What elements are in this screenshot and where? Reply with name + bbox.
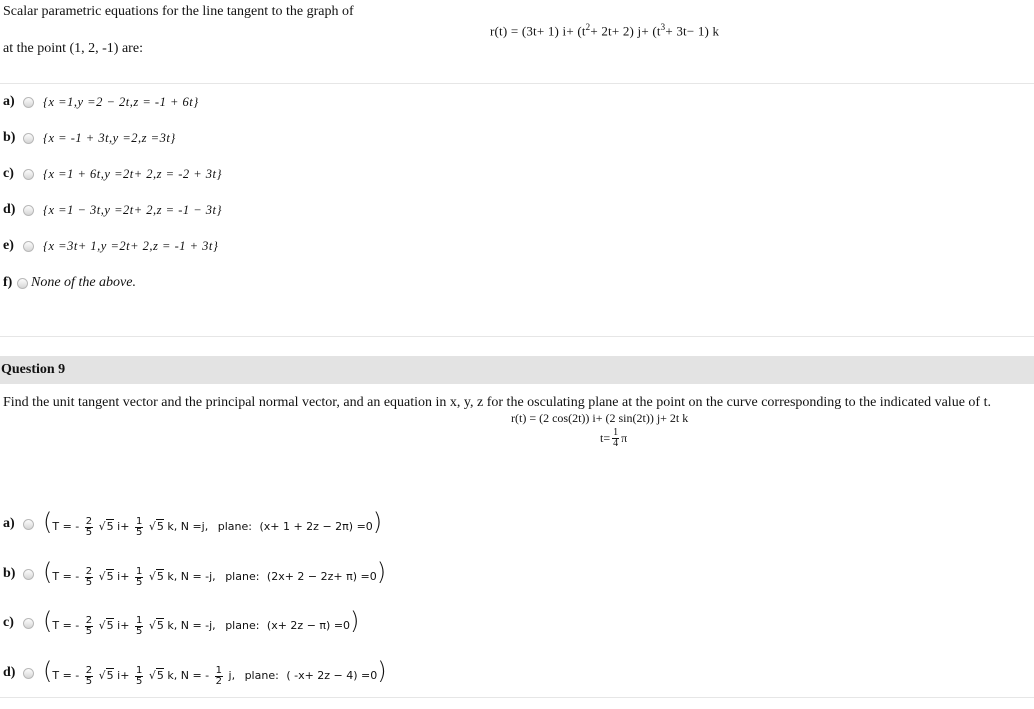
option-expression: (T = - $\frac{2}{5}$ √ 5 i+ $\frac{1}{5}$ √ 5 k, N =j, plane: (x+ 1 + 2z − 2π) =0) [43,508,383,538]
option-letter: a) [3,516,15,531]
option-expression: (T = - $\frac{2}{5}$ √ 5 i+ $\frac{1}{5}$ √ 5 k, N = -j, plane: (2x+ 2 − 2z+ π) =0) [43,558,387,588]
option-letter: c) [3,615,14,630]
question-9-header-bar [0,356,1034,384]
answer-option-d[interactable] [3,658,387,688]
question-9-curve: r(t) = (2 cos(2t)) i+ (2 sin(2t)) j+ 2t k [511,411,689,425]
question-9-label: Question 9 [1,362,66,377]
option-letter: d) [3,202,16,217]
option-expression: (T = - $\frac{2}{5}$ √ 5 i+ $\frac{1}{5}$ √ 5 k, N = -j, plane: (x+ 2z − π) =0) [43,607,360,637]
option-text: None of the above. [31,275,136,290]
option-text: {x = -1 + 3t,y =2,z =3t} [43,130,176,145]
radio-button[interactable] [23,519,34,530]
answer-option-a[interactable] [3,509,382,539]
divider [0,697,1034,698]
radio-button[interactable] [23,169,34,180]
question-8-formula: r(t) = (3t+ 1) $i+ (t^2+ 2t+ 2)$ $j+ (t^3+ 3t- 1)$ k [490,22,720,39]
answer-option-c[interactable] [3,164,222,184]
option-letter: e) [3,238,14,253]
radio-button[interactable] [23,97,34,108]
radio-button[interactable] [17,278,28,289]
option-letter: b) [3,566,16,581]
question-9-t-value: t= $\frac{1}{4}$ π [600,427,628,449]
answer-option-b[interactable] [3,128,176,148]
answer-option-f[interactable] [3,273,136,293]
radio-button[interactable] [23,569,34,580]
radio-button[interactable] [23,618,34,629]
answer-option-b[interactable] [3,559,386,589]
option-letter: c) [3,166,14,181]
radio-button[interactable] [23,133,34,144]
option-text: {x =1 + 6t,y =2t+ 2,z = -2 + 3t} [43,166,223,181]
option-letter: b) [3,130,16,145]
answer-option-a[interactable] [3,92,199,112]
radio-button[interactable] [23,668,34,679]
radio-button[interactable] [23,241,34,252]
divider [0,336,1034,337]
option-letter: d) [3,665,16,680]
option-expression: (T = - $\frac{2}{5}$ √ 5 i+ $\frac{1}{5}$ √ 5 k, N = - $\frac{1}{2}$ j, plane: ( -x+ 2z − 4) =0) [43,657,387,687]
question-8-intro: Scalar parametric equations for the line tangent to the graph of [3,4,354,19]
option-text: {x =1,y =2 − 2t,z = -1 + 6t} [43,94,199,109]
radio-button[interactable] [23,205,34,216]
answer-option-c[interactable] [3,608,359,638]
question-9-prompt: Find the unit tangent vector and the principal normal vector, and an equation in x, y, z for the osculating plane at the point on the curve corresponding to the indicated value of t. [3,395,991,410]
divider [0,83,1034,84]
answer-option-d[interactable] [3,200,222,220]
option-text: {x =1 − 3t,y =2t+ 2,z = -1 − 3t} [43,202,223,217]
option-letter: a) [3,94,15,109]
answer-option-e[interactable] [3,236,218,256]
option-text: {x =3t+ 1,y =2t+ 2,z = -1 + 3t} [43,238,219,253]
question-8-intro-point: at the point (1, 2, -1) are: [3,41,143,56]
option-letter: f) [3,275,13,290]
